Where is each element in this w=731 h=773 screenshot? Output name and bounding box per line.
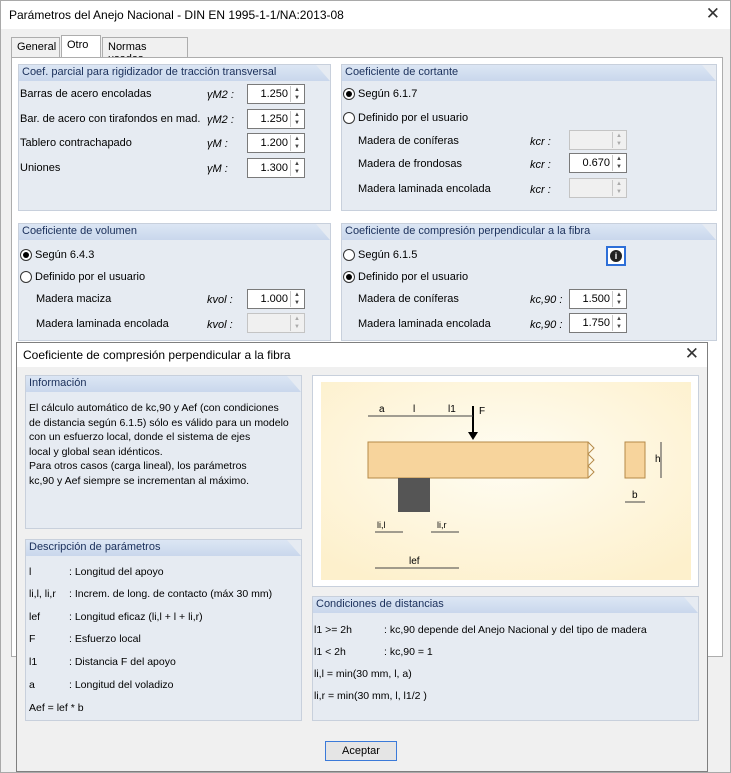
symbol-label: kcr : (530, 136, 551, 148)
spin-arrows-icon[interactable]: ▲ ▼ (612, 155, 625, 171)
label-lef: lef (409, 556, 420, 567)
cond-left: li,l = min(30 mm, l, a) (314, 668, 412, 680)
close-icon[interactable]: ✕ (705, 4, 720, 23)
row-label: Bar. de acero con tirafondos en mad. (20, 113, 201, 125)
gamma-m2-tirafondos-input[interactable] (247, 109, 305, 129)
label-l1: l1 (448, 404, 456, 415)
param-desc: : Longitud del apoyo (69, 566, 164, 578)
aceptar-button[interactable]: Aceptar (325, 741, 397, 761)
dialog-close-icon[interactable]: ✕ (684, 344, 699, 363)
compresion-segun-radio[interactable] (343, 249, 355, 261)
value: 1.500 (582, 293, 610, 305)
tab-normas-usadas[interactable]: Normas (102, 37, 188, 58)
spin-arrows-icon[interactable]: ▲ ▼ (290, 86, 303, 102)
row-label: Madera laminada encolada (358, 183, 491, 195)
beam-shape (368, 442, 588, 478)
group-header: Condiciones de distancias (313, 597, 698, 613)
kcr-laminada-input[interactable] (569, 178, 627, 198)
info-icon: i (610, 250, 622, 262)
value: 1.200 (260, 137, 288, 149)
window-title: Parámetros del Anejo Nacional - DIN EN 1995-1-1/NA:2013-08 (9, 8, 344, 22)
info-button[interactable] (606, 246, 626, 266)
symbol-label: γM : (207, 163, 228, 175)
compresion-usuario-radio[interactable] (343, 271, 355, 283)
kc90-coniferas-input[interactable] (569, 289, 627, 309)
param-formula: Aef = lef * b (29, 702, 84, 714)
cond-left: li,r = min(30 mm, l, l1/2 ) (314, 690, 427, 702)
group-header: Coeficiente de compresión perpendicular a la fibra (342, 224, 716, 240)
info-line: con un esfuerzo local, donde el sistema de ejes (29, 431, 251, 443)
symbol-label: γM2 : (207, 114, 234, 126)
symbol-label: kc,90 : (530, 294, 563, 306)
spin-arrows-icon[interactable]: ▲ ▼ (612, 315, 625, 331)
kc90-laminada-input[interactable] (569, 313, 627, 333)
symbol-label: kvol : (207, 294, 233, 306)
param-sym: l1 (29, 656, 38, 668)
section-shape (625, 442, 645, 478)
info-line: El cálculo automático de kc,90 y Aef (con condiciones (29, 402, 279, 414)
cond-left: l1 < 2h (314, 646, 346, 658)
param-desc: : Distancia F del apoyo (69, 656, 176, 668)
cortante-usuario-radio[interactable] (343, 112, 355, 124)
spin-arrows-icon[interactable]: ▲ ▼ (612, 180, 625, 196)
info-line: de distancia según 6.1.5) sólo es válido para un modelo (29, 416, 289, 429)
gamma-m-uniones-input[interactable] (247, 158, 305, 178)
row-label: Barras de acero encoladas (20, 88, 152, 100)
beam-diagram (313, 376, 698, 586)
group-header: Coef. parcial para rigidizador de tracción transversal (19, 65, 330, 81)
label-b: b (632, 490, 638, 501)
symbol-label: γM : (207, 138, 228, 150)
gamma-m2-encoladas-input[interactable] (247, 84, 305, 104)
radio-label: Según 6.4.3 (35, 249, 95, 261)
cond-right: : kc,90 = 1 (384, 646, 433, 658)
cond-left: l1 >= 2h (314, 624, 352, 636)
info-line: Para otros casos (carga lineal), los parámetros (29, 460, 247, 472)
kvol-maciza-input[interactable] (247, 289, 305, 309)
dialog-title-bar (17, 343, 707, 367)
param-sym: lef (29, 611, 41, 623)
label-F: F (479, 406, 486, 417)
symbol-label: kcr : (530, 159, 551, 171)
param-desc: : Increm. de long. de contacto (máx 30 mm) (69, 588, 273, 600)
group-header: Coeficiente de volumen (19, 224, 330, 240)
radio-label: Definido por el usuario (35, 271, 146, 283)
title-bar (1, 1, 730, 29)
value: 1.300 (260, 162, 288, 174)
label-lir: li,r (437, 520, 447, 530)
value: 1.250 (260, 113, 288, 125)
gamma-m-contrachapado-input[interactable] (247, 133, 305, 153)
value: 1.250 (260, 88, 288, 100)
row-label: Madera laminada encolada (358, 318, 491, 330)
value: 1.750 (582, 317, 610, 329)
group-header: Información (26, 376, 301, 392)
row-label: Madera de coníferas (358, 135, 459, 147)
row-label: Madera maciza (36, 293, 112, 305)
radio-label: Definido por el usuario (358, 112, 469, 124)
radio-label: Definido por el usuario (358, 271, 469, 283)
symbol-label: kcr : (530, 184, 551, 196)
label-a: a (379, 404, 385, 415)
row-label: Madera de coníferas (358, 293, 459, 305)
symbol-label: γM2 : (207, 89, 234, 101)
param-desc: : Longitud del voladizo (69, 679, 174, 691)
row-label: Madera de frondosas (358, 158, 462, 170)
volumen-segun-radio[interactable] (20, 249, 32, 261)
value: 1.000 (260, 293, 288, 305)
cond-right: : kc,90 depende del Anejo Nacional y del tipo de madera (384, 624, 647, 636)
symbol-label: kc,90 : (530, 319, 563, 331)
dialog-title: Coeficiente de compresión perpendicular a la fibra (23, 348, 291, 362)
kvol-laminada-input[interactable] (247, 313, 305, 333)
info-line: local y global sean idénticos. (29, 445, 163, 458)
symbol-label: kvol : (207, 319, 233, 331)
spin-arrows-icon[interactable]: ▲ ▼ (290, 291, 303, 307)
spin-arrows-icon[interactable]: ▲ ▼ (290, 111, 303, 127)
kcr-frondosas-input[interactable] (569, 153, 627, 173)
tab-general[interactable]: General (11, 37, 60, 58)
support-shape (398, 478, 430, 512)
label-lil: li,l (377, 520, 386, 530)
spin-arrows-icon[interactable]: ▲ ▼ (290, 315, 303, 331)
row-label: Tablero contrachapado (20, 137, 132, 149)
radio-label: Según 6.1.5 (358, 249, 418, 261)
diagram-background (321, 382, 691, 580)
label-h: h (655, 454, 661, 465)
param-sym: a (29, 679, 35, 691)
info-dialog (16, 342, 708, 772)
param-sym: F (29, 633, 36, 645)
value: 0.670 (582, 157, 610, 169)
param-sym: li,l, li,r (29, 588, 56, 600)
param-desc: : Longitud eficaz (li,l + l + li,r) (69, 611, 203, 623)
param-sym: l (29, 566, 32, 578)
info-line: kc,90 y Aef siempre se incrementan al máximo. (29, 474, 250, 487)
volumen-usuario-radio[interactable] (20, 271, 32, 283)
label-l: l (413, 404, 416, 415)
row-label: Madera laminada encolada (36, 318, 169, 330)
group-header: Coeficiente de cortante (342, 65, 716, 81)
tab-otro[interactable]: Otro (61, 35, 101, 58)
param-desc: : Esfuerzo local (69, 633, 141, 645)
radio-label: Según 6.1.7 (358, 88, 418, 100)
cortante-segun-radio[interactable] (343, 88, 355, 100)
group-header: Descripción de parámetros (26, 540, 301, 556)
spin-arrows-icon[interactable]: ▲ ▼ (290, 160, 303, 176)
kcr-coniferas-input[interactable] (569, 130, 627, 150)
diagram-panel (312, 375, 699, 587)
spin-arrows-icon[interactable]: ▲ ▼ (290, 135, 303, 151)
spin-arrows-icon[interactable]: ▲ ▼ (612, 132, 625, 148)
spin-arrows-icon[interactable]: ▲ ▼ (612, 291, 625, 307)
row-label: Uniones (20, 162, 61, 174)
info-text (29, 401, 299, 488)
